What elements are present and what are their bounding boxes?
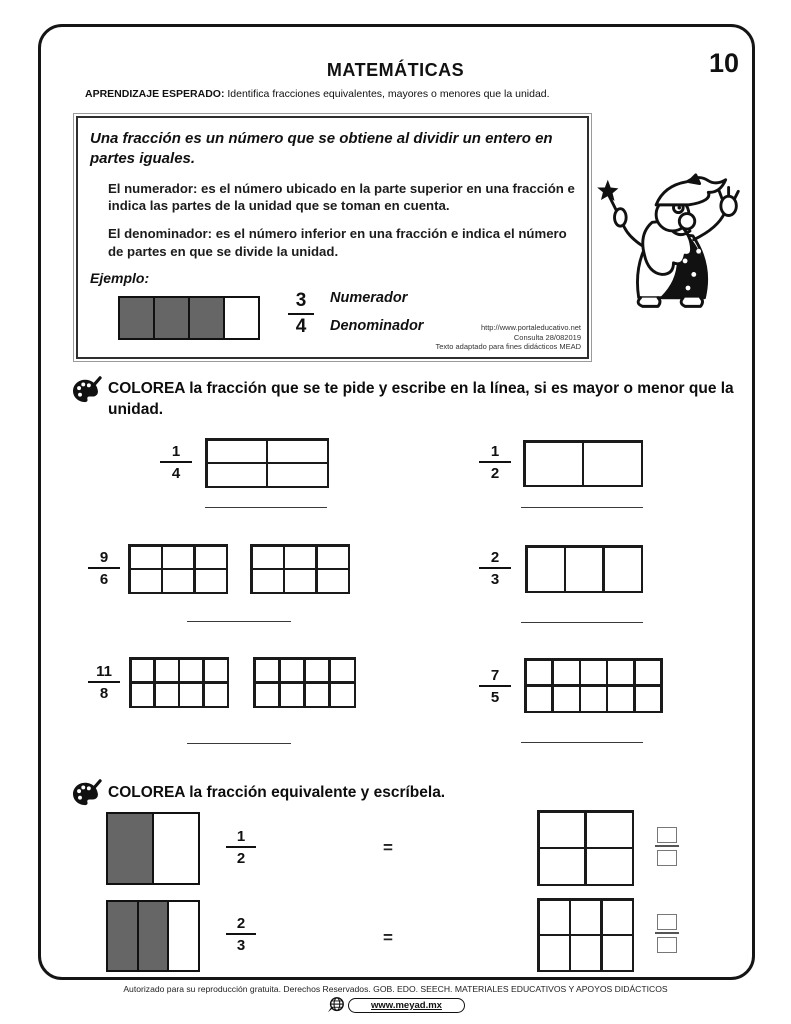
grid-cell[interactable] — [603, 901, 632, 934]
expected-learning-text: Identifica fracciones equivalentes, mayores o menores que la unidad. — [224, 88, 550, 100]
coloring-grid[interactable] — [205, 438, 329, 488]
numerator-label: Numerador — [330, 290, 408, 307]
grid-cell[interactable] — [156, 660, 178, 682]
grid-cell[interactable] — [566, 548, 602, 591]
fraction-numerator: 1 — [226, 828, 256, 848]
grid-cell[interactable] — [540, 936, 569, 969]
grid-cell[interactable] — [636, 661, 661, 685]
definition-box — [76, 116, 589, 359]
wizard-icon — [596, 172, 751, 317]
fraction-numerator: 1 — [160, 443, 192, 463]
coloring-grid[interactable] — [129, 657, 229, 708]
fraction-1-2-equiv — [226, 828, 256, 867]
grid-cell[interactable] — [281, 684, 304, 706]
answer-line[interactable] — [521, 742, 643, 743]
grid-cell[interactable] — [540, 901, 569, 934]
grid-cell[interactable] — [318, 570, 348, 591]
fraction-numerator: 1 — [479, 443, 511, 463]
coloring-grid[interactable] — [523, 440, 643, 487]
coloring-grid[interactable] — [128, 544, 228, 594]
grid-cell[interactable] — [253, 570, 283, 591]
fraction-denominator: 2 — [236, 850, 246, 867]
definition-intro: Una fracción es un número que se obtiene al dividir un entero en partes iguales. — [90, 130, 553, 167]
fraction-11-8 — [88, 663, 120, 702]
grid-cell[interactable] — [131, 547, 161, 568]
grid-cell[interactable] — [571, 901, 600, 934]
answer-line[interactable] — [521, 622, 643, 623]
blank-fraction-answer — [655, 914, 679, 955]
grid-cell[interactable] — [584, 443, 640, 485]
page-number: 10 — [708, 48, 739, 78]
example-numerator: 3 — [288, 290, 314, 315]
grid-cell[interactable] — [331, 660, 354, 682]
grid-cell[interactable] — [285, 570, 315, 591]
grid-cell[interactable] — [132, 660, 154, 682]
website-url[interactable]: www.meyad.mx — [371, 999, 442, 1011]
empty-cell — [169, 902, 198, 970]
wizard-illustration — [596, 172, 751, 322]
model-fraction-bar — [106, 900, 200, 972]
answer-line[interactable] — [205, 507, 327, 508]
grid-cell[interactable] — [131, 570, 161, 591]
coloring-grid[interactable] — [253, 657, 356, 708]
shaded-cell — [108, 814, 154, 883]
answer-line[interactable] — [187, 743, 291, 744]
expected-learning — [85, 88, 685, 100]
grid-cell[interactable] — [554, 687, 579, 711]
fraction-denominator: 6 — [99, 571, 109, 588]
fraction-denominator: 4 — [171, 465, 181, 482]
fraction-2-3-equiv — [226, 915, 256, 954]
grid-cell[interactable] — [132, 684, 154, 706]
denominator-answer-box[interactable] — [657, 937, 677, 953]
footer-logo — [0, 996, 791, 1014]
section1-instruction-rest: la fracción que se te pide y escribe en la línea, si es mayor o menor que la unidad. — [108, 380, 734, 418]
grid-cell[interactable] — [331, 684, 354, 706]
grid-cell[interactable] — [571, 936, 600, 969]
section2-instruction-rest: la fracción equivalente y escríbela. — [184, 784, 446, 801]
grid-cell[interactable] — [285, 547, 315, 568]
grid-cell[interactable] — [581, 687, 606, 711]
fraction-2-3 — [479, 549, 511, 588]
equivalent-grid[interactable] — [537, 810, 634, 886]
grid-cell[interactable] — [608, 687, 633, 711]
grid-cell[interactable] — [163, 570, 193, 591]
grid-cell[interactable] — [268, 441, 326, 462]
equals-sign: = — [383, 928, 393, 947]
fraction-denominator: 3 — [236, 937, 246, 954]
numerator-answer-box[interactable] — [657, 827, 677, 843]
grid-cell[interactable] — [587, 813, 632, 847]
grid-cell[interactable] — [163, 547, 193, 568]
section1-instruction-verb: COLOREA — [108, 380, 185, 397]
answer-line[interactable] — [521, 507, 643, 508]
coloring-grid[interactable] — [250, 544, 350, 594]
equivalent-grid[interactable] — [537, 898, 634, 972]
denominator-answer-box[interactable] — [657, 850, 677, 866]
section1-instruction — [108, 379, 736, 421]
grid-cell[interactable] — [256, 684, 279, 706]
grid-cell[interactable] — [603, 936, 632, 969]
empty-cell — [225, 298, 258, 338]
blank-fraction-answer — [655, 827, 679, 868]
example-denominator: 4 — [295, 316, 307, 338]
denominator-definition: El denominador: es el número inferior en una fracción e indica el número de partes en que se divide la unidad. — [108, 226, 567, 259]
fraction-numerator: 9 — [88, 549, 120, 569]
fraction-numerator: 11 — [88, 663, 120, 683]
grid-cell[interactable] — [636, 687, 661, 711]
grid-cell[interactable] — [268, 464, 326, 485]
grid-cell[interactable] — [156, 684, 178, 706]
grid-cell[interactable] — [318, 547, 348, 568]
grid-cell[interactable] — [180, 684, 202, 706]
fraction-1-4 — [160, 443, 192, 482]
fraction-denominator: 3 — [490, 571, 500, 588]
grid-cell[interactable] — [605, 548, 641, 591]
numerator-definition: El numerador: es el número ubicado en la parte superior en una fracción e indica las partes de la unidad que se toman en cuenta. — [108, 180, 575, 214]
grid-cell[interactable] — [180, 660, 202, 682]
fraction-1-2 — [479, 443, 511, 482]
credit-note: Texto adaptado para fines didácticos MEAD — [435, 342, 581, 352]
fraction-bar-line — [655, 932, 679, 934]
grid-cell[interactable] — [281, 660, 304, 682]
grid-cell[interactable] — [608, 661, 633, 685]
fraction-numerator: 7 — [479, 667, 511, 687]
grid-cell[interactable] — [540, 849, 585, 883]
grid-cell[interactable] — [256, 660, 279, 682]
fraction-7-5 — [479, 667, 511, 706]
fraction-denominator: 2 — [490, 465, 500, 482]
website-badge[interactable] — [348, 998, 465, 1013]
fraction-numerator: 2 — [226, 915, 256, 935]
grid-cell[interactable] — [587, 849, 632, 883]
example-label: Ejemplo: — [90, 270, 150, 287]
model-fraction-bar — [106, 812, 200, 885]
grid-cell[interactable] — [205, 660, 227, 682]
globe-icon — [326, 996, 346, 1014]
grid-cell[interactable] — [526, 443, 582, 485]
page-title: MATEMÁTICAS — [326, 60, 465, 80]
denominator-label: Denominador — [330, 318, 424, 335]
fraction-numerator: 2 — [479, 549, 511, 569]
empty-cell — [154, 814, 198, 883]
palette-icon — [72, 376, 102, 409]
example-fraction — [288, 290, 314, 338]
coloring-grid[interactable] — [524, 658, 663, 713]
shaded-cell — [139, 902, 170, 970]
grid-cell[interactable] — [208, 441, 266, 462]
grid-cell[interactable] — [554, 661, 579, 685]
answer-line[interactable] — [187, 621, 291, 622]
grid-cell[interactable] — [208, 464, 266, 485]
grid-cell[interactable] — [540, 813, 585, 847]
shaded-cell — [155, 298, 190, 338]
equals-sign: = — [383, 838, 393, 857]
grid-cell[interactable] — [196, 547, 226, 568]
coloring-grid[interactable] — [525, 545, 643, 593]
grid-cell[interactable] — [253, 547, 283, 568]
grid-cell[interactable] — [306, 660, 329, 682]
grid-cell[interactable] — [205, 684, 227, 706]
fraction-denominator: 8 — [99, 685, 109, 702]
credit-url: http://www.portaleducativo.net — [480, 322, 581, 332]
shaded-cell — [120, 298, 155, 338]
shaded-cell — [190, 298, 225, 338]
grid-cell[interactable] — [527, 687, 552, 711]
footer-copyright: Autorizado para su reproducción gratuita. Derechos Reservados. GOB. EDO. SEECH. MATERIALES EDUCATIVOS Y APOYOS DIDÁCTICOS — [123, 984, 668, 994]
fraction-bar-line — [655, 845, 679, 847]
fraction-denominator: 5 — [490, 689, 500, 706]
source-credits — [436, 323, 582, 352]
numerator-answer-box[interactable] — [657, 914, 677, 930]
section2-instruction — [108, 783, 708, 804]
grid-cell[interactable] — [528, 548, 564, 591]
expected-learning-label: APRENDIZAJE ESPERADO: — [85, 88, 225, 100]
palette-icon — [72, 779, 102, 812]
credit-date: Consulta 28/082019 — [513, 332, 581, 342]
fraction-9-6 — [88, 549, 120, 588]
grid-cell[interactable] — [581, 661, 606, 685]
example-fraction-bar — [118, 296, 260, 340]
section2-instruction-verb: COLOREA — [108, 784, 185, 801]
grid-cell[interactable] — [196, 570, 226, 591]
grid-cell[interactable] — [306, 684, 329, 706]
shaded-cell — [108, 902, 139, 970]
grid-cell[interactable] — [527, 661, 552, 685]
